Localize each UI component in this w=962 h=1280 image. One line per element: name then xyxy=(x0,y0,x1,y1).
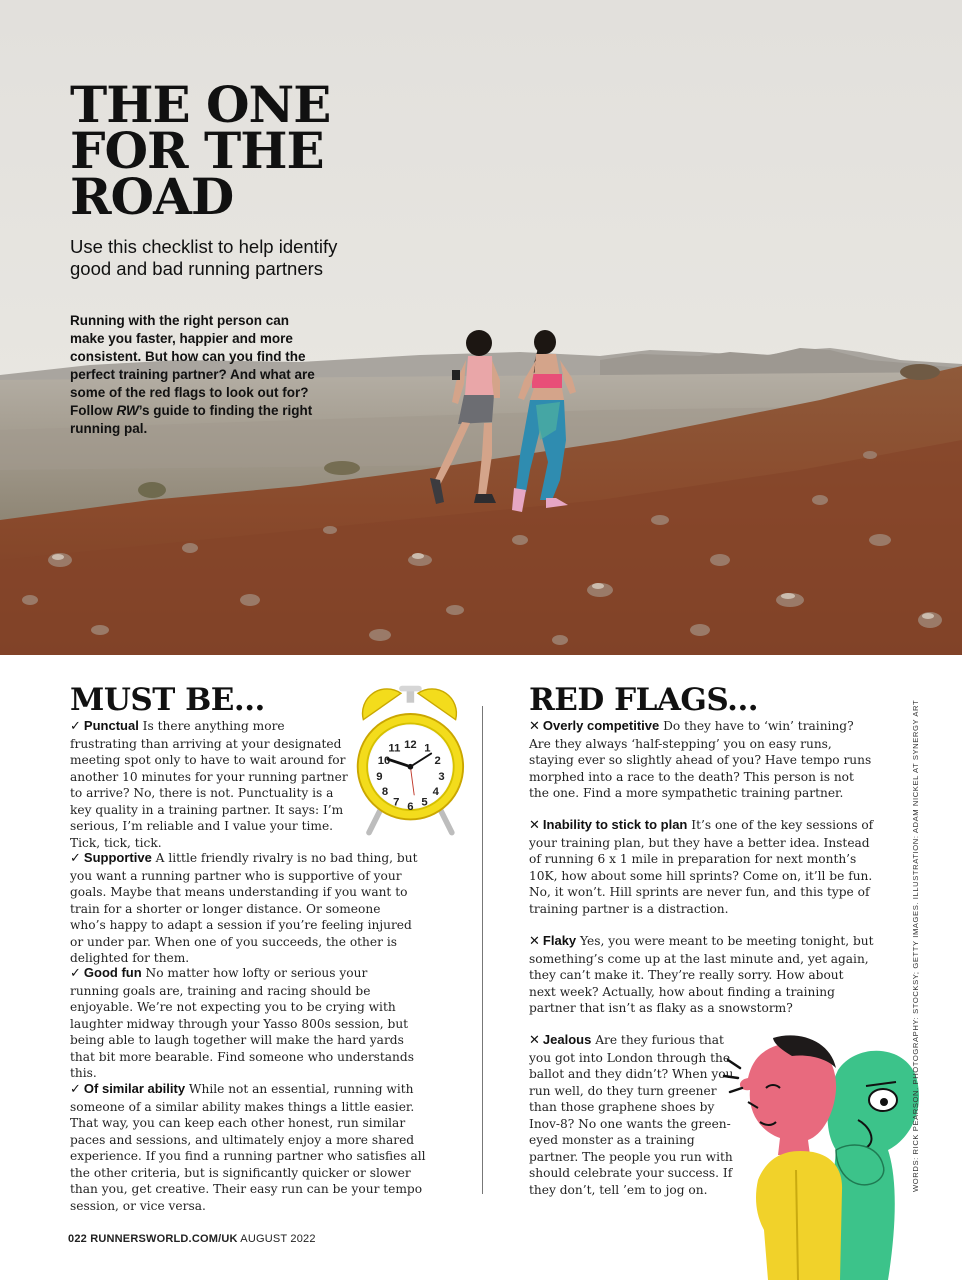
item-label: Supportive xyxy=(83,850,152,865)
clock-numeral-7: 7 xyxy=(393,796,400,809)
clock-numeral-9: 9 xyxy=(376,770,383,783)
item-text: Yes, you were meant to be meeting tonight, but something’s come up at the last minute and, yet again, they can’t make it. They’re really sorry. How about next week? Actually, how about finding a training partner that isn’t as flaky as a snowstorm? xyxy=(529,934,874,1015)
intro-text-end: ’s guide to finding the right running pal. xyxy=(70,403,313,436)
title-line-3: ROAD xyxy=(70,167,234,226)
checkmark-icon: ✓ xyxy=(70,719,81,734)
jealous-figures-illustration xyxy=(718,1030,924,1280)
item-text: A little friendly rivalry is no bad thing, but you want a running partner who is supportive of your goals. Maybe that means understanding if you want to train for a shorter or longer distance. Or someone who’s happy to adapt a session if you’re feeling injured or under par. When one of you succeeds, the other is delighted for them. xyxy=(70,851,418,965)
red-flag-item xyxy=(529,1032,741,1198)
photo-credits: WORDS: RICK PEARSON. PHOTOGRAPHY: STOCKSY; GETTY IMAGES. ILLUSTRATION: ADAM NICKEL AT SYNERGY ART xyxy=(911,699,920,1192)
clock-numeral-6: 6 xyxy=(407,801,414,813)
footer-site: RUNNERSWORLD.COM/UK xyxy=(90,1233,238,1245)
must-be-heading: MUST BE... xyxy=(70,682,265,718)
clock-numeral-8: 8 xyxy=(381,785,389,798)
item-text: No matter how lofty or serious your running goals are, training and racing should be enjoyable. We’re not expecting you to be crying with laughter midway through your Yasso 800s session, but being able to laugh together will make the hard yards that bit more bearable. Find someone who understands this. xyxy=(70,966,414,1080)
must-be-item xyxy=(70,1081,432,1214)
must-be-item xyxy=(70,718,350,851)
clock-numeral-4: 4 xyxy=(432,785,439,798)
page-footer xyxy=(68,1233,316,1245)
item-label: Punctual xyxy=(83,718,139,733)
item-label: Jealous xyxy=(542,1032,592,1047)
cross-icon: ✕ xyxy=(529,934,540,949)
cross-icon: ✕ xyxy=(529,1033,540,1048)
must-be-item xyxy=(70,850,420,967)
checkmark-icon: ✓ xyxy=(70,1082,81,1097)
red-flag-item xyxy=(529,718,874,802)
alarm-clock-icon xyxy=(352,682,482,842)
clock-numeral-2: 2 xyxy=(434,754,441,767)
checkmark-icon: ✓ xyxy=(70,851,81,866)
intro-text: Running with the right person can make you faster, happier and more consistent. But how can you find the perfect training partner? And what are some of the red flags to look out for? Follow xyxy=(70,313,315,418)
must-be-item xyxy=(70,965,420,1082)
clock-numeral-3: 3 xyxy=(438,770,445,783)
cross-icon: ✕ xyxy=(529,818,540,833)
red-flags-heading: RED FLAGS... xyxy=(529,682,759,718)
item-label: Flaky xyxy=(542,933,577,948)
item-label: Overly competitive xyxy=(542,718,660,733)
item-text: Do they have to ‘win’ training? Are they always ‘half-stepping’ you on easy runs, staying ever so slightly ahead of you? Have tempo runs morphed into a race to the death? This person is not the one. Find a more sympathetic training partner. xyxy=(529,719,872,800)
intro-magazine-abbrev: RW xyxy=(116,403,139,418)
clock-numeral-12: 12 xyxy=(404,738,417,751)
page-number: 022 xyxy=(68,1233,87,1245)
cross-icon: ✕ xyxy=(529,719,540,734)
clock-numeral-1: 1 xyxy=(424,742,431,755)
title-line-1: THE ONE xyxy=(70,75,331,134)
item-label: Of similar ability xyxy=(83,1081,186,1096)
article-intro xyxy=(70,312,325,438)
clock-numeral-5: 5 xyxy=(421,796,428,809)
title-line-2: FOR THE xyxy=(70,121,324,180)
footer-issue: AUGUST 2022 xyxy=(240,1233,316,1245)
item-label: Good fun xyxy=(83,965,142,980)
article-subtitle: Use this checklist to help identify good and bad running partners xyxy=(70,236,338,279)
clock-numeral-11: 11 xyxy=(388,742,401,755)
column-divider xyxy=(482,706,483,1194)
item-text: While not an essential, running with someone of a similar ability makes things a little easier. That way, you can keep each other honest, run similar paces and sessions, and ultimately enjoy a more shared experience. If you find a running partner who satisfies all the other criteria, but is significantly quicker or slower than you, get creative. Their easy run can be your tempo session, or vice versa. xyxy=(70,1082,426,1213)
clock-numeral-10: 10 xyxy=(377,754,391,767)
item-text: It’s one of the key sessions of your training plan, but they have a better idea. Instead of running 6 x 1 mile in preparation for next month’s 10K, how about some hill sprints? Come on, it’ll be fun. No, it won’t. Hill sprints are never fun, and this type of training partner is a distraction. xyxy=(529,818,874,916)
article-title xyxy=(70,75,360,226)
item-text: Is there anything more frustrating than arriving at your designated meeting spot only to have to wait around for another 10 minutes for your running partner to arrive? No, there is not. Punctuality is a key quality in a training partner. It says: I’m serious, I’m reliable and I value your time. Tick, tick, tick. xyxy=(70,719,348,850)
red-flag-item xyxy=(529,817,874,917)
red-flag-item xyxy=(529,933,874,1017)
checkmark-icon: ✓ xyxy=(70,966,81,981)
item-text: Are they furious that you got into London through the ballot and they didn’t? When you run well, do they turn greener than those graphene shoes by Inov-8? No one wants the green-eyed monster as a training partner. The people you run with should celebrate your success. If they don’t, tell ’em to jog on. xyxy=(529,1033,734,1197)
item-label: Inability to stick to plan xyxy=(542,817,688,832)
